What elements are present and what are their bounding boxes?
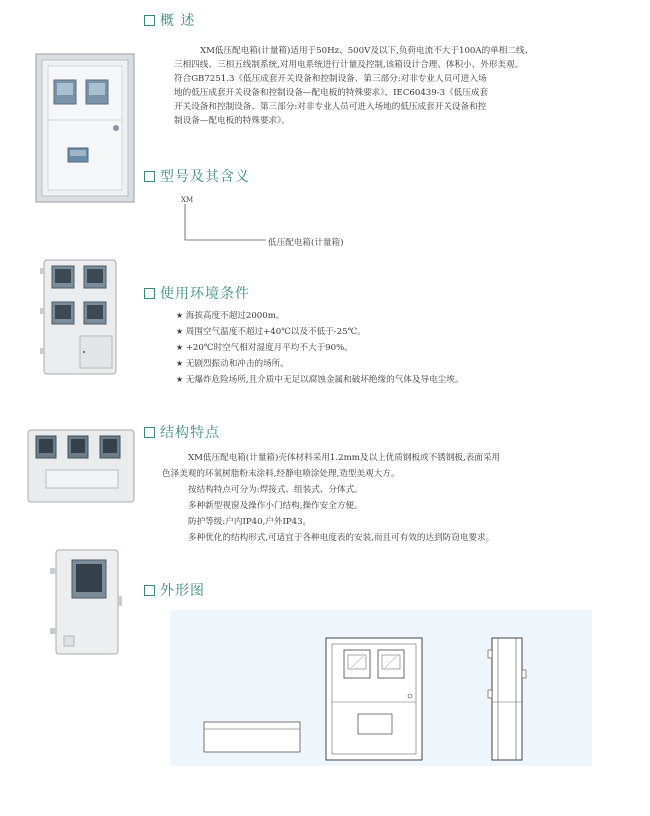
model-meaning-label: 低压配电箱(计量箱): [268, 238, 344, 248]
structure-point: 多种新型视窗及操作小门结构,操作安全方便。: [188, 501, 363, 511]
overview-line: 开关设备和控制设备、第三部分:对非专业人员可进入场地的低压成套开关设备和控: [174, 102, 487, 112]
list-item: ★ 无爆炸危险场所,且介质中无足以腐蚀金属和破坏绝缘的气体及导电尘埃。: [176, 372, 626, 388]
overview-line: 三相四线、三相五线制系统,对用电系统进行计量及控制,该箱设计合理、体积小、外形美观。: [174, 60, 524, 70]
section-heading-environment: [144, 283, 250, 303]
section-heading-structure: [144, 422, 220, 442]
list-item: ★ 海拔高度不超过2000m。: [176, 308, 626, 324]
product-photo-three-window-box: [26, 426, 136, 506]
checkbox-square-icon: [144, 15, 155, 26]
model-code: XM: [181, 196, 194, 204]
heading-text: 型号及其含义: [160, 169, 250, 185]
structure-point: 多种优化的结构形式,可适宜于各种电度表的安装,而且可有效的达到防窃电要求。: [188, 533, 495, 543]
structure-point: 按结构特点可分为:焊接式、组装式、分体式。: [188, 485, 363, 495]
checkbox-square-icon: [144, 585, 155, 596]
outline-drawing-panel: [170, 610, 592, 766]
heading-text: 结构特点: [160, 425, 220, 441]
overview-line: 符合GB7251.3《低压成套开关设备和控制设备、第三部分:对非专业人员可进入场: [174, 74, 487, 84]
checkbox-square-icon: [144, 427, 155, 438]
overview-line: XM低压配电箱(计量箱)适用于50Hz、500V及以下,负荷电流不大于100A的单相二线、: [200, 46, 534, 56]
section-heading-model: [144, 166, 250, 186]
section-heading-overview: [144, 10, 195, 30]
overview-paragraph: [174, 44, 626, 128]
product-photo-recessed-box: [34, 52, 136, 204]
heading-text: 使用环境条件: [160, 286, 250, 302]
checkbox-square-icon: [144, 171, 155, 182]
structure-point: 防护等级:户内IP40,户外IP43。: [188, 517, 312, 527]
section-heading-outline: [144, 580, 205, 600]
structure-line: 色泽美观的环氧树脂粉末涂料,经静电喷涂处理,造型美观大方。: [162, 469, 400, 479]
outline-bottom-view: [204, 722, 300, 752]
list-item: ★ 无剧烈振动和冲击的场所。: [176, 356, 626, 372]
structure-paragraph: [162, 450, 630, 546]
heading-text: 概 述: [160, 13, 196, 29]
model-leader-line: [182, 204, 272, 246]
outline-drawing: [170, 610, 592, 766]
outline-side-view: [488, 638, 526, 760]
outline-front-view: [326, 638, 422, 760]
list-item: ★ +20℃时空气相对湿度月平均不大于90%。: [176, 340, 626, 356]
product-photo-single-window-box: [48, 548, 124, 656]
list-item: ★ 周围空气温度不超过+40℃以及不低于-25℃。: [176, 324, 626, 340]
heading-text: 外形图: [160, 583, 205, 599]
structure-line: XM低压配电箱(计量箱)壳体材料采用1.2mm及以上优质钢板或不锈钢板,表面采用: [188, 453, 501, 463]
overview-line: 地的低压成套开关设备和控制设备—配电板的特殊要求》、IEC60439-3《低压成套: [174, 88, 489, 98]
overview-line: 制设备—配电板的特殊要求》。: [174, 116, 291, 126]
product-photo-four-window-box: [38, 258, 122, 376]
checkbox-square-icon: [144, 288, 155, 299]
environment-list: [176, 308, 626, 388]
